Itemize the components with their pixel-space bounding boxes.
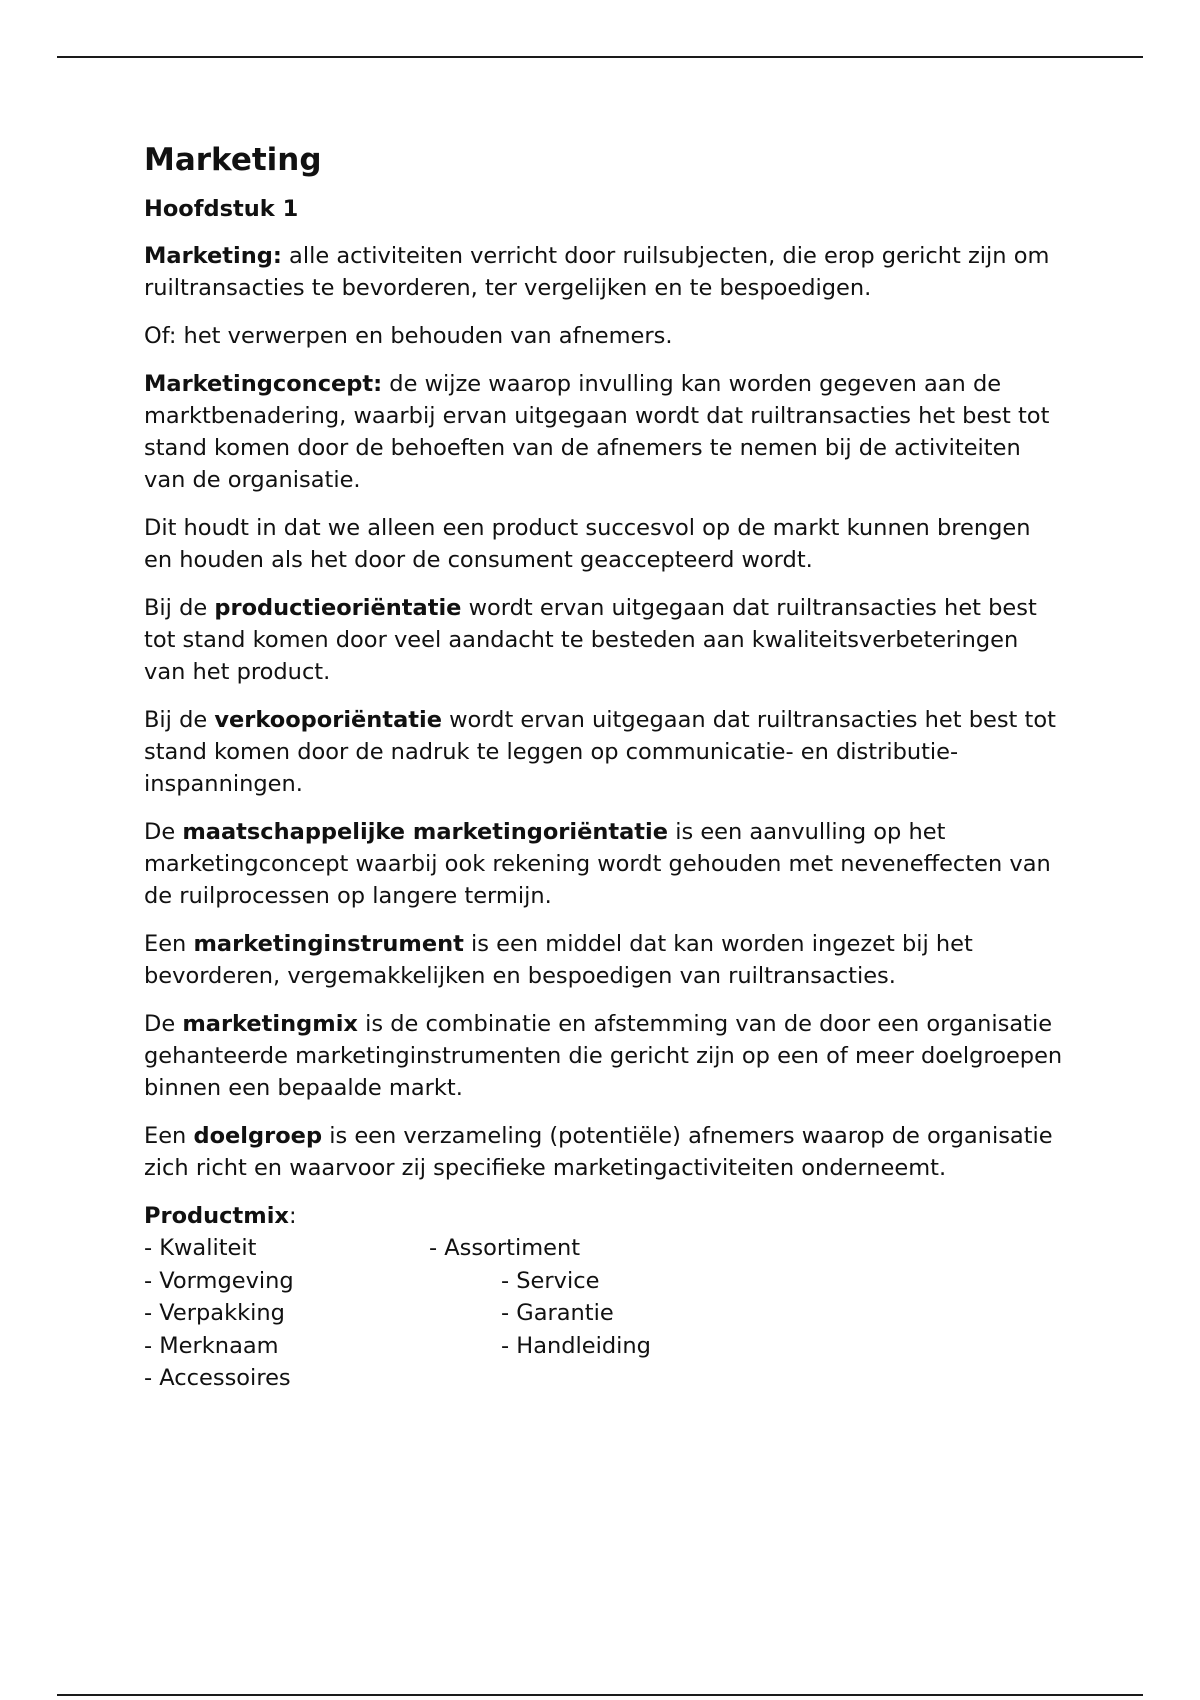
- footer-rule: [57, 1694, 1143, 1696]
- productmix-item-left: - Vormgeving: [144, 1267, 294, 1294]
- term-marketingconcept: Marketingconcept:: [144, 371, 383, 397]
- paragraph-marketinginstrument: Een marketinginstrument is een middel dat kan worden ingezet bij het bevorderen, vergemakkelijken en bespoedigen van ruiltransacties.: [144, 931, 973, 989]
- list-item: [144, 1265, 1064, 1298]
- productmix-item-right: - Handleiding: [501, 1332, 651, 1359]
- list-item: [144, 1297, 1064, 1330]
- document-body: [144, 140, 1064, 1395]
- productmix-list: [144, 1200, 1064, 1395]
- paragraph-verkooporientatie: Bij de verkooporiëntatie wordt ervan uitgegaan dat ruiltransacties het best tot stand komen door de nadruk te leggen op communicatie- en distributie-inspanningen.: [144, 707, 1056, 797]
- paragraph-marketing: Marketing: alle activiteiten verricht door ruilsubjecten, die erop gericht zijn om ruiltransacties te bevorderen, ter vergelijken en te bespoedigen.: [144, 243, 1050, 301]
- list-item: [144, 1362, 1064, 1395]
- productmix-item-right: - Garantie: [501, 1300, 614, 1326]
- paragraph-maatschappelijke: De maatschappelijke marketingoriëntatie is een aanvulling op het marketingconcept waarbij ook rekening wordt gehouden met neveneffecten van de ruilprocessen op langere termijn.: [144, 819, 1051, 909]
- productmix-item-left: - Merknaam: [144, 1332, 279, 1359]
- productmix-item-right: - Service: [501, 1267, 600, 1294]
- term-verkooporientatie: verkooporiëntatie: [214, 707, 442, 733]
- paragraph-doelgroep: Een doelgroep is een verzameling (potentiële) afnemers waarop de organisatie zich richt en waarvoor zij specifieke marketingactiviteiten onderneemt.: [144, 1123, 1053, 1181]
- productmix-item-left: - Accessoires: [144, 1365, 291, 1391]
- document-title: Marketing: [144, 142, 322, 178]
- paragraph-consument: Dit houdt in dat we alleen een product succesvol op de markt kunnen brengen en houden als het door de consument geaccepteerd wordt.: [144, 515, 1031, 573]
- term-marketingmix: marketingmix: [182, 1011, 358, 1037]
- productmix-item-left: - Kwaliteit: [144, 1235, 257, 1261]
- paragraph-of: Of: het verwerpen en behouden van afnemers.: [144, 323, 673, 349]
- productmix-item-right: - Assortiment: [429, 1235, 581, 1261]
- term-marketing: Marketing:: [144, 243, 282, 269]
- paragraph-marketingmix: De marketingmix is de combinatie en afstemming van de door een organisatie gehanteerde marketinginstrumenten die gericht zijn op een of meer doelgroepen binnen een bepaalde markt.: [144, 1011, 1063, 1101]
- list-item: [144, 1330, 1064, 1363]
- term-maatschappelijke: maatschappelijke marketingoriëntatie: [182, 819, 669, 845]
- paragraph-productieorientatie: Bij de productieoriëntatie wordt ervan uitgegaan dat ruiltransacties het best tot stand komen door veel aandacht te besteden aan kwaliteitsverbeteringen van het product.: [144, 595, 1037, 685]
- term-doelgroep: doelgroep: [193, 1123, 323, 1149]
- chapter-heading: Hoofdstuk 1: [144, 196, 299, 222]
- list-item: [144, 1232, 1064, 1265]
- productmix-heading: Productmix:: [144, 1203, 297, 1229]
- productmix-item-left: - Verpakking: [144, 1300, 285, 1326]
- term-marketinginstrument: marketinginstrument: [193, 931, 464, 957]
- term-productieorientatie: productieoriëntatie: [214, 595, 462, 621]
- header-rule: [57, 56, 1143, 58]
- paragraph-marketingconcept: Marketingconcept: de wijze waarop invulling kan worden gegeven aan de marktbenadering, waarbij ervan uitgegaan wordt dat ruiltransacties het best tot stand komen door de behoeften van de afnemers te nemen bij de activiteiten van de organisatie.: [144, 371, 1050, 493]
